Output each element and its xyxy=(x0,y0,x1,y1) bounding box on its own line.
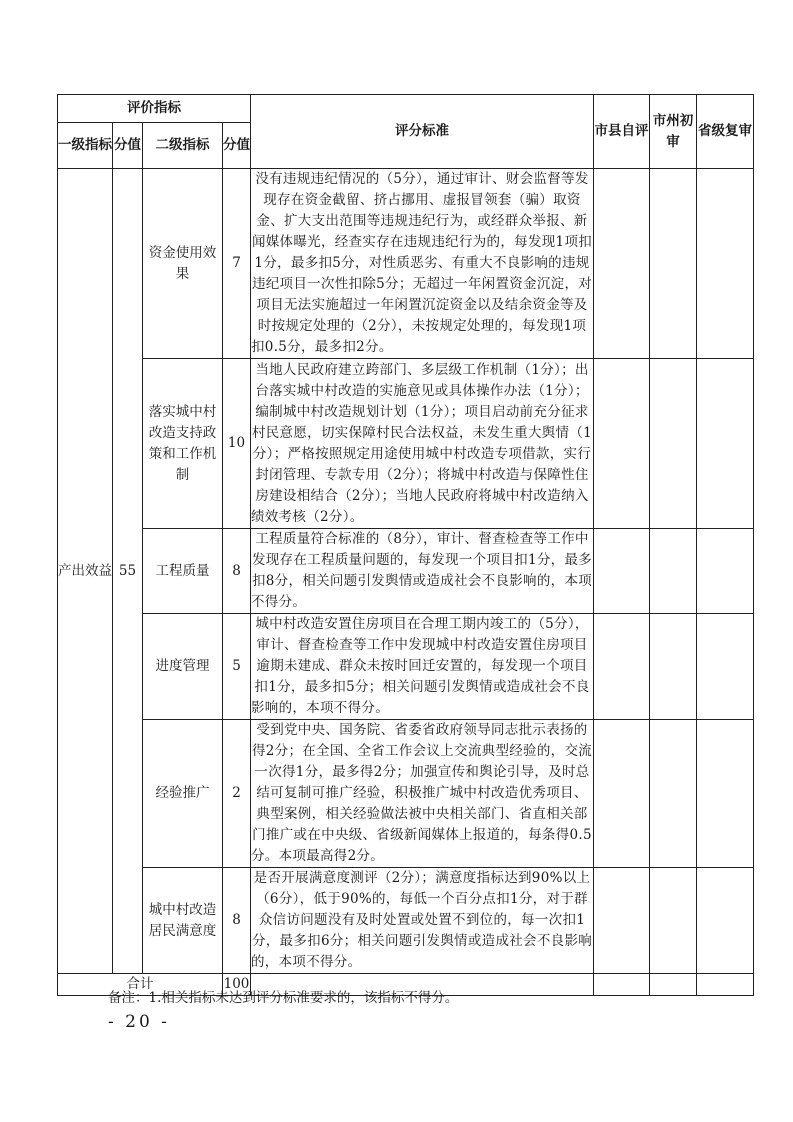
table-row xyxy=(58,720,754,868)
prov-review-cell xyxy=(697,529,754,614)
table-row xyxy=(58,529,754,614)
indicator-name: 经验推广 xyxy=(143,720,223,868)
table-row xyxy=(58,868,754,974)
prov-review-cell xyxy=(697,868,754,974)
pref-review-cell xyxy=(650,868,697,974)
prov-review-cell xyxy=(697,359,754,529)
header-self-evaluation: 市县自评 xyxy=(594,95,650,169)
pref-review-cell xyxy=(650,359,697,529)
scoring-standard-text: 当地人民政府建立跨部门、多层级工作机制（1分）；出台落实城中村改造的实施意见或具体操作办法（1分）；编制城中村改造规划计划（1分）；项目启动前充分征求村民意愿，切实保障村民合法权益，未发生重大舆情（1分）；严格按照规定用途使用城中村改造专项借款，实行封闭管理、专款专用（2分）；将城中村改造与保障性住房建设相结合（2分）；当地人民政府将城中村改造纳入绩效考核（2分）。 xyxy=(251,359,594,529)
header-prefecture-review: 市州初审 xyxy=(650,95,697,169)
pref-review-cell xyxy=(650,720,697,868)
pref-review-cell xyxy=(650,529,697,614)
header-level1-score: 分值 xyxy=(113,123,143,169)
header-level2-indicator: 二级指标 xyxy=(143,123,223,169)
self-eval-cell xyxy=(594,974,650,996)
indicator-score: 10 xyxy=(223,359,251,529)
prov-review-cell xyxy=(697,169,754,359)
indicator-name: 落实城中村改造支持政策和工作机制 xyxy=(143,359,223,529)
table-row xyxy=(58,169,754,359)
scoring-standard-text: 没有违规违纪情况的（5分），通过审计、财会监督等发现存在资金截留、挤占挪用、虚报冒领套（骗）取资金、扩大支出范围等违规违纪行为，或经群众举报、新闻媒体曝光，经查实存在违规违纪行为的，每发现1项扣1分，最多扣5分，对性质恶劣、有重大不良影响的违规违纪项目一次性扣除5分；无超过一年闲置资金沉淀，对项目无法实施超过一年闲置沉淀资金以及结余资金等及时按规定处理的（2分），未按规定处理的，每发现1项扣0.5分，最多扣2分。 xyxy=(251,169,594,359)
self-eval-cell xyxy=(594,614,650,720)
header-level2-score: 分值 xyxy=(223,123,251,169)
header-scoring-standard: 评分标准 xyxy=(251,95,594,169)
indicator-score: 2 xyxy=(223,720,251,868)
indicator-name: 资金使用效果 xyxy=(143,169,223,359)
prov-review-cell xyxy=(697,614,754,720)
prov-review-cell xyxy=(697,720,754,868)
header-provincial-review: 省级复审 xyxy=(697,95,754,169)
header-level1-indicator: 一级指标 xyxy=(58,123,113,169)
total-score: 100 xyxy=(223,974,251,996)
page-number: - 20 - xyxy=(108,1012,170,1032)
scoring-standard-text: 城中村改造安置住房项目在合理工期内竣工的（5分），审计、督查检查等工作中发现城中村改造安置住房项目逾期未建成、群众未按时回迁安置的，每发现一个项目扣1分，最多扣5分；相关问题引发舆情或造成社会不良影响的，本项不得分。 xyxy=(251,614,594,720)
indicator-name: 城中村改造居民满意度 xyxy=(143,868,223,974)
self-eval-cell xyxy=(594,868,650,974)
prov-review-cell xyxy=(697,974,754,996)
self-eval-cell xyxy=(594,169,650,359)
indicator-name: 进度管理 xyxy=(143,614,223,720)
self-eval-cell xyxy=(594,359,650,529)
pref-review-cell xyxy=(650,169,697,359)
header-evaluation-indicators: 评价指标 xyxy=(58,95,251,123)
pref-review-cell xyxy=(650,974,697,996)
category-score: 55 xyxy=(113,169,143,974)
pref-review-cell xyxy=(650,614,697,720)
table-row xyxy=(58,614,754,720)
self-eval-cell xyxy=(594,720,650,868)
table-row xyxy=(58,359,754,529)
total-label: 合计 xyxy=(58,974,223,996)
scoring-standard-text: 受到党中央、国务院、省委省政府领导同志批示表扬的得2分；在全国、全省工作会议上交流典型经验的，交流一次得1分，最多得2分；加强宣传和舆论引导，及时总结可复制可推广经验，积极推广城中村改造优秀项目、典型案例，相关经验做法被中央相关部门、省直相关部门推广或在中央级、省级新闻媒体上报道的，每条得0.5分。本项最高得2分。 xyxy=(251,720,594,868)
indicator-score: 8 xyxy=(223,868,251,974)
indicator-score: 5 xyxy=(223,614,251,720)
evaluation-table xyxy=(57,94,754,996)
footnote: 备注：1.相关指标未达到评分标准要求的，该指标不得分。 xyxy=(108,990,459,1006)
indicator-score: 8 xyxy=(223,529,251,614)
scoring-standard-text: 工程质量符合标准的（8分），审计、督查检查等工作中发现存在工程质量问题的，每发现一个项目扣1分，最多扣8分，相关问题引发舆情或造成社会不良影响的，本项不得分。 xyxy=(251,529,594,614)
category-name: 产出效益 xyxy=(58,169,113,974)
indicator-score: 7 xyxy=(223,169,251,359)
scoring-standard-text: 是否开展满意度测评（2分）；满意度指标达到90%以上（6分），低于90%的，每低一个百分点扣1分，对于群众信访问题没有及时处置或处置不到位的，每一次扣1分，最多扣6分；相关问题引发舆情或造成社会不良影响的，本项不得分。 xyxy=(251,868,594,974)
self-eval-cell xyxy=(594,529,650,614)
indicator-name: 工程质量 xyxy=(143,529,223,614)
